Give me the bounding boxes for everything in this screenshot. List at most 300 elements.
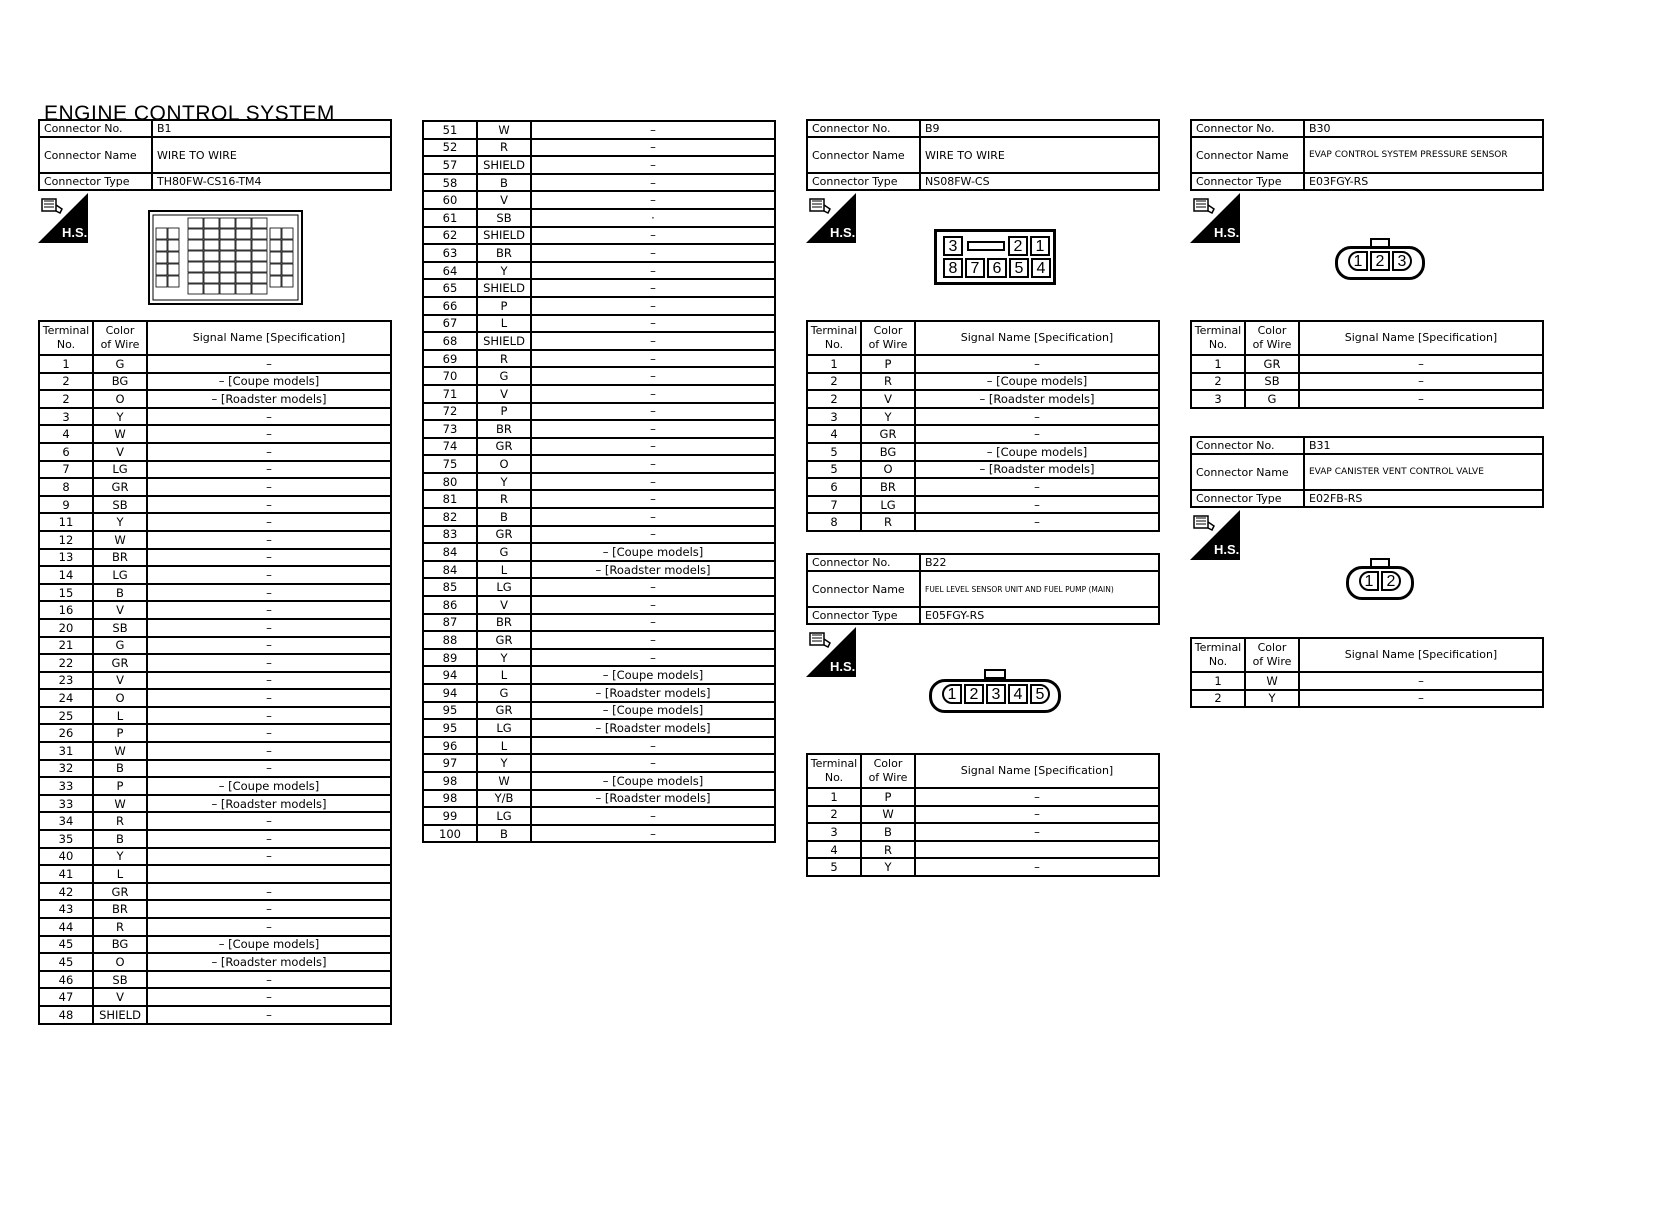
signal-cell: – — [147, 637, 391, 655]
signal-cell: – [Roadster models] — [915, 390, 1159, 408]
b9-header — [806, 119, 1160, 191]
signal-cell: – [Coupe models] — [915, 443, 1159, 461]
signal-cell: – [Roadster models] — [531, 684, 775, 702]
table-row — [423, 825, 775, 843]
table-row — [423, 666, 775, 684]
pin: 3 — [1392, 251, 1412, 271]
pin: 2 — [1381, 571, 1401, 591]
color-cell: BR — [861, 478, 915, 496]
table-row — [39, 689, 391, 707]
connector-no-label: Connector No. — [39, 120, 152, 137]
connector-name-value: EVAP CANISTER VENT CONTROL VALVE — [1304, 454, 1543, 490]
terminal-cell: 21 — [39, 637, 93, 655]
signal-cell: – — [147, 848, 391, 866]
connector-no-label: Connector No. — [1191, 437, 1304, 454]
table-row — [423, 578, 775, 596]
terminal-cell: 31 — [39, 742, 93, 760]
color-cell: LG — [477, 578, 531, 596]
color-cell: O — [93, 390, 147, 408]
signal-cell: · — [531, 209, 775, 227]
color-cell: B — [93, 830, 147, 848]
signal-cell: – [Roadster models] — [915, 461, 1159, 479]
table-row — [423, 227, 775, 245]
connector-type-value: TH80FW-CS16-TM4 — [152, 173, 391, 190]
table-row — [807, 806, 1159, 824]
terminal-cell: 85 — [423, 578, 477, 596]
terminal-cell: 2 — [39, 373, 93, 391]
color-cell: V — [477, 596, 531, 614]
pin-blank — [967, 241, 1005, 251]
terminal-cell: 2 — [1191, 373, 1245, 391]
harness-side-icon — [806, 193, 856, 243]
color-cell: SHIELD — [93, 1006, 147, 1024]
terminal-cell: 57 — [423, 156, 477, 174]
signal-cell: – — [531, 438, 775, 456]
b30-connector-face — [1335, 238, 1427, 280]
color-cell: R — [477, 139, 531, 157]
terminal-cell: 80 — [423, 473, 477, 491]
signal-cell: – [Coupe models] — [531, 702, 775, 720]
terminal-cell: 4 — [807, 841, 861, 859]
pin: 4 — [1008, 684, 1028, 704]
terminal-cell: 96 — [423, 737, 477, 755]
color-cell: L — [477, 666, 531, 684]
color-cell: P — [861, 788, 915, 806]
signal-cell: – — [531, 508, 775, 526]
signal-cell: – — [531, 455, 775, 473]
signal-cell: – — [531, 332, 775, 350]
pin: 3 — [986, 684, 1006, 704]
terminal-cell: 65 — [423, 279, 477, 297]
table-row — [423, 807, 775, 825]
table-row — [423, 561, 775, 579]
signal-cell: – — [531, 262, 775, 280]
color-cell: O — [861, 461, 915, 479]
signal-cell: – — [147, 461, 391, 479]
color-cell: LG — [93, 566, 147, 584]
table-row — [39, 724, 391, 742]
color-cell: L — [477, 315, 531, 333]
pin: 7 — [965, 258, 985, 278]
color-cell: SB — [93, 971, 147, 989]
color-cell: BG — [93, 936, 147, 954]
terminal-cell: 23 — [39, 672, 93, 690]
table-row — [423, 490, 775, 508]
signal-header: Signal Name [Specification] — [915, 321, 1159, 355]
b22-terminal-table — [806, 753, 1160, 877]
color-cell: V — [93, 443, 147, 461]
terminal-cell: 68 — [423, 332, 477, 350]
table-row — [39, 830, 391, 848]
table-row — [423, 631, 775, 649]
connector-name-value: WIRE TO WIRE — [152, 137, 391, 173]
signal-cell: – — [147, 1006, 391, 1024]
color-cell: G — [477, 543, 531, 561]
signal-cell: – — [531, 297, 775, 315]
signal-cell: – [Roadster models] — [531, 790, 775, 808]
table-row — [39, 425, 391, 443]
pin: 2 — [1008, 236, 1028, 256]
svg-text:H.S.: H.S. — [1214, 225, 1240, 240]
terminal-cell: 2 — [807, 390, 861, 408]
color-header: Color of Wire — [1245, 321, 1299, 355]
color-cell: SHIELD — [477, 279, 531, 297]
terminal-cell: 1 — [1191, 355, 1245, 373]
signal-cell: – [Coupe models] — [147, 373, 391, 391]
color-cell: W — [93, 742, 147, 760]
terminal-cell: 86 — [423, 596, 477, 614]
terminal-cell: 88 — [423, 631, 477, 649]
table-row — [423, 174, 775, 192]
color-cell: L — [93, 707, 147, 725]
signal-cell: – — [147, 918, 391, 936]
signal-cell: – — [147, 425, 391, 443]
color-cell: W — [93, 425, 147, 443]
signal-cell: – — [147, 566, 391, 584]
pin: 1 — [1359, 571, 1379, 591]
table-row — [807, 461, 1159, 479]
terminal-cell: 58 — [423, 174, 477, 192]
color-cell: P — [477, 403, 531, 421]
table-row — [423, 508, 775, 526]
signal-cell: – — [915, 425, 1159, 443]
signal-cell — [147, 865, 391, 883]
terminal-cell: 25 — [39, 707, 93, 725]
b22-header — [806, 553, 1160, 625]
color-cell: O — [93, 953, 147, 971]
terminal-cell: 51 — [423, 121, 477, 139]
table-row — [39, 654, 391, 672]
table-row — [39, 584, 391, 602]
signal-cell: – [Roadster models] — [147, 390, 391, 408]
table-row — [423, 473, 775, 491]
connector-no-label: Connector No. — [807, 120, 920, 137]
color-cell: W — [1245, 672, 1299, 690]
terminal-cell: 34 — [39, 812, 93, 830]
terminal-no-header: Terminal No. — [807, 321, 861, 355]
color-cell: Y — [477, 262, 531, 280]
terminal-cell: 100 — [423, 825, 477, 843]
table-row — [807, 408, 1159, 426]
signal-cell: – — [147, 408, 391, 426]
table-row — [39, 953, 391, 971]
pin: 3 — [943, 236, 963, 256]
table-row — [1191, 373, 1543, 391]
terminal-cell: 71 — [423, 385, 477, 403]
table-row — [39, 461, 391, 479]
terminal-cell: 22 — [39, 654, 93, 672]
table-row — [423, 649, 775, 667]
table-row — [39, 971, 391, 989]
table-row — [39, 408, 391, 426]
color-cell: V — [477, 191, 531, 209]
table-row — [39, 1006, 391, 1024]
pin: 5 — [1030, 684, 1050, 704]
table-row — [39, 513, 391, 531]
terminal-cell: 1 — [807, 355, 861, 373]
signal-cell: – — [147, 496, 391, 514]
terminal-no-header: Terminal No. — [807, 754, 861, 788]
color-cell: B — [477, 508, 531, 526]
table-row — [807, 858, 1159, 876]
color-cell: B — [477, 174, 531, 192]
signal-cell: – — [147, 513, 391, 531]
signal-cell: – — [531, 244, 775, 262]
table-row — [39, 865, 391, 883]
terminal-cell: 46 — [39, 971, 93, 989]
table-row — [39, 601, 391, 619]
color-cell: BG — [861, 443, 915, 461]
table-row — [423, 455, 775, 473]
harness-side-icon — [1190, 510, 1240, 560]
terminal-cell: 69 — [423, 350, 477, 368]
table-row — [39, 848, 391, 866]
signal-cell: – — [915, 496, 1159, 514]
signal-cell: – — [147, 883, 391, 901]
signal-cell: – — [531, 578, 775, 596]
signal-cell: – — [915, 478, 1159, 496]
signal-cell: – — [147, 900, 391, 918]
svg-text:H.S.: H.S. — [1214, 542, 1240, 557]
terminal-cell: 1 — [807, 788, 861, 806]
color-cell: W — [861, 806, 915, 824]
table-row — [39, 443, 391, 461]
signal-cell: – — [147, 724, 391, 742]
pin: 2 — [964, 684, 984, 704]
color-cell: W — [477, 121, 531, 139]
terminal-cell: 95 — [423, 702, 477, 720]
terminal-cell: 60 — [423, 191, 477, 209]
signal-cell: – — [1299, 390, 1543, 408]
color-cell: L — [93, 865, 147, 883]
table-row — [423, 438, 775, 456]
terminal-cell: 2 — [807, 806, 861, 824]
table-row — [39, 812, 391, 830]
b31-connector-face — [1346, 558, 1416, 598]
b22-connector-face — [929, 669, 1061, 713]
b31-header — [1190, 436, 1544, 508]
signal-cell: – — [915, 788, 1159, 806]
signal-cell: – — [147, 830, 391, 848]
color-cell: Y — [93, 408, 147, 426]
b30-header — [1190, 119, 1544, 191]
color-cell: Y — [861, 858, 915, 876]
table-row — [39, 988, 391, 1006]
color-cell: LG — [477, 719, 531, 737]
signal-cell: – — [531, 385, 775, 403]
table-row — [39, 742, 391, 760]
table-row — [39, 390, 391, 408]
pin: 2 — [1370, 251, 1390, 271]
connector-type-value: NS08FW-CS — [920, 173, 1159, 190]
table-row — [423, 772, 775, 790]
color-header: Color of Wire — [93, 321, 147, 355]
table-row — [423, 332, 775, 350]
color-cell: GR — [93, 883, 147, 901]
color-cell: V — [93, 672, 147, 690]
connector-name-label: Connector Name — [39, 137, 152, 173]
signal-cell: – — [147, 707, 391, 725]
table-row — [39, 566, 391, 584]
color-cell: W — [93, 531, 147, 549]
terminal-cell: 98 — [423, 772, 477, 790]
table-row — [423, 385, 775, 403]
color-header: Color of Wire — [861, 754, 915, 788]
color-cell: SB — [477, 209, 531, 227]
color-cell: P — [861, 355, 915, 373]
table-row — [423, 526, 775, 544]
signal-cell: – — [531, 596, 775, 614]
signal-cell: – [Coupe models] — [915, 373, 1159, 391]
color-cell: V — [93, 988, 147, 1006]
color-cell: BR — [93, 900, 147, 918]
terminal-cell: 15 — [39, 584, 93, 602]
terminal-cell: 63 — [423, 244, 477, 262]
color-cell: B — [93, 760, 147, 778]
signal-cell: – — [531, 754, 775, 772]
table-row — [423, 156, 775, 174]
terminal-cell: 41 — [39, 865, 93, 883]
table-row — [423, 403, 775, 421]
terminal-cell: 45 — [39, 953, 93, 971]
signal-cell: – — [531, 174, 775, 192]
signal-cell: – — [531, 403, 775, 421]
signal-cell: – — [147, 478, 391, 496]
table-row — [807, 788, 1159, 806]
terminal-cell: 48 — [39, 1006, 93, 1024]
table-row — [423, 297, 775, 315]
signal-cell: – [Roadster models] — [531, 719, 775, 737]
color-cell: GR — [1245, 355, 1299, 373]
color-cell: G — [93, 637, 147, 655]
color-cell: LG — [861, 496, 915, 514]
connector-type-value: E05FGY-RS — [920, 607, 1159, 624]
color-cell: W — [477, 772, 531, 790]
signal-cell: – — [1299, 373, 1543, 391]
table-row — [39, 936, 391, 954]
harness-side-icon — [1190, 193, 1240, 243]
signal-cell: – — [147, 742, 391, 760]
color-cell: L — [477, 737, 531, 755]
terminal-cell: 66 — [423, 297, 477, 315]
terminal-cell: 1 — [1191, 672, 1245, 690]
terminal-cell: 7 — [807, 496, 861, 514]
terminal-cell: 87 — [423, 614, 477, 632]
table-row — [39, 777, 391, 795]
color-cell: BR — [93, 549, 147, 567]
signal-header: Signal Name [Specification] — [1299, 321, 1543, 355]
color-cell: GR — [477, 631, 531, 649]
table-row — [39, 637, 391, 655]
terminal-cell: 67 — [423, 315, 477, 333]
signal-cell: – — [531, 367, 775, 385]
signal-cell: – [Coupe models] — [531, 666, 775, 684]
terminal-cell: 70 — [423, 367, 477, 385]
terminal-cell: 62 — [423, 227, 477, 245]
color-cell: GR — [861, 425, 915, 443]
terminal-cell: 40 — [39, 848, 93, 866]
connector-type-label: Connector Type — [807, 173, 920, 190]
signal-cell — [915, 841, 1159, 859]
pin: 1 — [942, 684, 962, 704]
table-row — [423, 420, 775, 438]
table-row — [423, 702, 775, 720]
signal-header: Signal Name [Specification] — [1299, 638, 1543, 672]
terminal-cell: 6 — [39, 443, 93, 461]
signal-cell: – — [1299, 355, 1543, 373]
terminal-cell: 44 — [39, 918, 93, 936]
svg-text:H.S.: H.S. — [830, 225, 856, 240]
color-cell: Y/B — [477, 790, 531, 808]
connector-type-label: Connector Type — [1191, 173, 1304, 190]
connector-no-value: B9 — [920, 120, 1159, 137]
signal-cell: – — [147, 672, 391, 690]
terminal-cell: 42 — [39, 883, 93, 901]
table-row — [423, 350, 775, 368]
color-cell: LG — [477, 807, 531, 825]
pin: 6 — [987, 258, 1007, 278]
table-row — [807, 443, 1159, 461]
color-cell: GR — [93, 478, 147, 496]
terminal-no-header: Terminal No. — [1191, 638, 1245, 672]
terminal-cell: 4 — [807, 425, 861, 443]
color-cell: R — [861, 373, 915, 391]
pin: 1 — [1348, 251, 1368, 271]
terminal-cell: 84 — [423, 561, 477, 579]
signal-cell: – — [531, 631, 775, 649]
pin: 4 — [1031, 258, 1051, 278]
table-row — [423, 684, 775, 702]
signal-cell: – — [147, 689, 391, 707]
signal-cell: – — [147, 988, 391, 1006]
connector-no-value: B22 — [920, 554, 1159, 571]
terminal-cell: 8 — [39, 478, 93, 496]
table-row — [807, 841, 1159, 859]
color-cell: P — [93, 777, 147, 795]
signal-cell: – — [531, 807, 775, 825]
connector-type-value: E03FGY-RS — [1304, 173, 1543, 190]
color-cell: BG — [93, 373, 147, 391]
table-row — [1191, 690, 1543, 708]
color-cell: Y — [1245, 690, 1299, 708]
connector-name-label: Connector Name — [1191, 137, 1304, 173]
signal-cell: – — [915, 806, 1159, 824]
table-row — [423, 191, 775, 209]
signal-header: Signal Name [Specification] — [915, 754, 1159, 788]
signal-cell: – — [531, 473, 775, 491]
signal-cell: – [Roadster models] — [147, 953, 391, 971]
terminal-cell: 35 — [39, 830, 93, 848]
signal-cell: – [Roadster models] — [531, 561, 775, 579]
signal-cell: – — [531, 156, 775, 174]
table-row — [39, 478, 391, 496]
table-row — [423, 121, 775, 139]
signal-cell: – — [531, 279, 775, 297]
color-cell: G — [477, 367, 531, 385]
terminal-cell: 11 — [39, 513, 93, 531]
terminal-cell: 75 — [423, 455, 477, 473]
table-row — [807, 355, 1159, 373]
signal-cell: – — [147, 549, 391, 567]
color-cell: R — [93, 918, 147, 936]
color-cell: V — [477, 385, 531, 403]
signal-cell: – — [147, 601, 391, 619]
pin: 8 — [943, 258, 963, 278]
b1-header — [38, 119, 392, 191]
color-header: Color of Wire — [861, 321, 915, 355]
terminal-cell: 89 — [423, 649, 477, 667]
signal-cell: – — [915, 858, 1159, 876]
